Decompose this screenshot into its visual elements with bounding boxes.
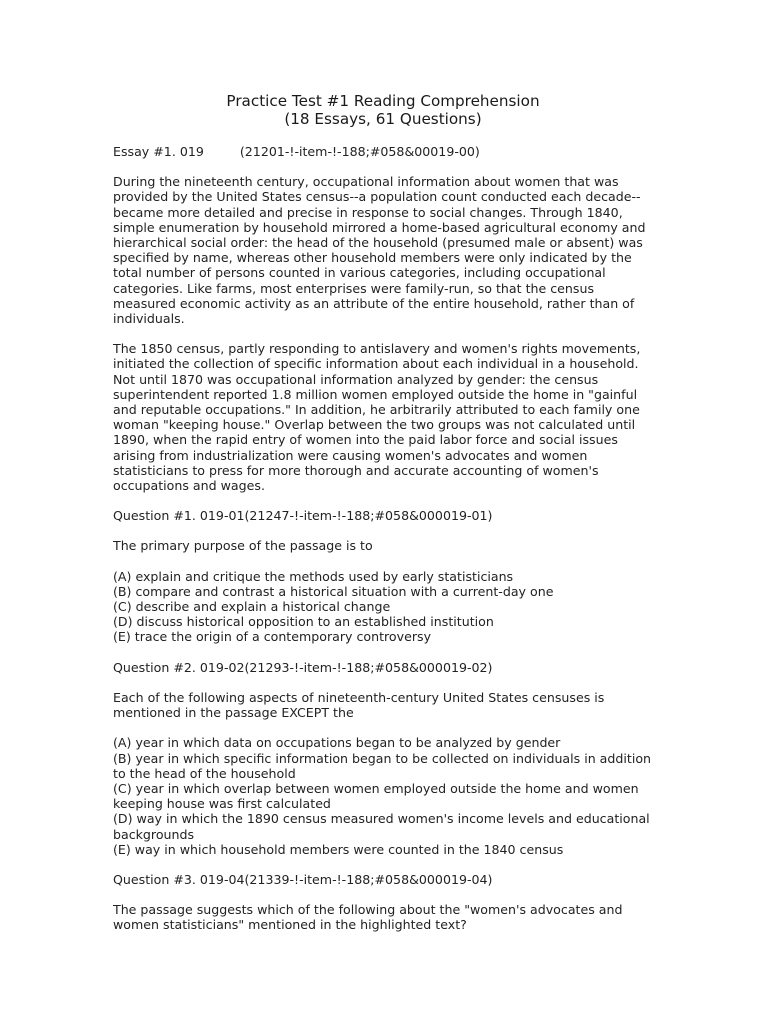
question-header: Question #1. 019-01(21247-!-item-!-188;#058&000019-01) — [113, 508, 493, 524]
question-header: Question #3. 019-04(21339-!-item-!-188;#058&000019-04) — [113, 871, 493, 887]
answer-options — [113, 735, 653, 857]
question-stem: The passage suggests which of the following about the "women's advocates and women statisticians" mentioned in the highlighted text? — [113, 902, 623, 933]
answer-option: (C) year in which overlap between women employed outside the home and women keeping house was first calculated — [113, 780, 639, 812]
answer-option: (B) compare and contrast a historical situation with a current-day one — [113, 583, 554, 599]
answer-option: (E) trace the origin of a contemporary controversy — [113, 629, 432, 645]
answer-option: (A) year in which data on occupations began to be analyzed by gender — [113, 735, 561, 751]
answer-option: (D) discuss historical opposition to an established institution — [113, 614, 494, 630]
essay-label: Essay #1. 019 — [113, 144, 204, 159]
answer-options — [113, 569, 653, 645]
title-line-2: (18 Essays, 61 Questions) — [284, 110, 482, 128]
answer-option: (A) explain and critique the methods used by early statisticians — [113, 568, 514, 584]
question-stem: The primary purpose of the passage is to — [113, 538, 373, 554]
answer-option: (B) year in which specific information began to be collected on individuals in addition to the head of the household — [113, 750, 652, 781]
essay-paragraph: During the nineteenth century, occupational information about women that was provided by the United States census--a population count conducted each decade--became more detailed and precise in response to social changes. Through 1840, simple enumeration by household mirrored a home-based agricultural economy and hierarchical social order: the head of the household (presumed male or absent) was specified by name, whereas other household members were only indicated by the total number of persons counted in various categories, including occupational categories. Like farms, most enterprises were family-run, so that the census measured economic activity as an attribute of the entire household, rather than of individuals. — [113, 174, 646, 327]
document-title — [113, 92, 653, 128]
document-page — [113, 92, 653, 948]
essay-header — [113, 144, 653, 159]
answer-option: (D) way in which the 1890 census measured women's income levels and educational backgrounds — [113, 811, 650, 842]
question-stem: Each of the following aspects of nineteenth-century United States censuses is mentioned in the passage EXCEPT the — [113, 689, 605, 721]
title-line-1: Practice Test #1 Reading Comprehension — [226, 92, 540, 110]
essay-paragraph: The 1850 census, partly responding to antislavery and women's rights movements, initiated the collection of specific information about each individual in a household. Not until 1870 was occupational information analyzed by gender: the census superintendent reported 1.8 million women employed outside the home in "gainful and reputable occupations." In addition, he arbitrarily attributed to each family one woman "keeping house." Overlap between the two groups was not calculated until 1890, when the rapid entry of women into the paid labor force and social issues arising from industrialization were causing women's advocates and women statisticians to press for more thorough and accurate accounting of women's occupations and wages. — [113, 341, 641, 494]
question-header: Question #2. 019-02(21293-!-item-!-188;#058&000019-02) — [113, 659, 493, 675]
essay-id: (21201-!-item-!-188;#058&00019-00) — [239, 144, 480, 159]
answer-option: (C) describe and explain a historical change — [113, 599, 391, 615]
answer-option: (E) way in which household members were counted in the 1840 census — [113, 841, 564, 857]
